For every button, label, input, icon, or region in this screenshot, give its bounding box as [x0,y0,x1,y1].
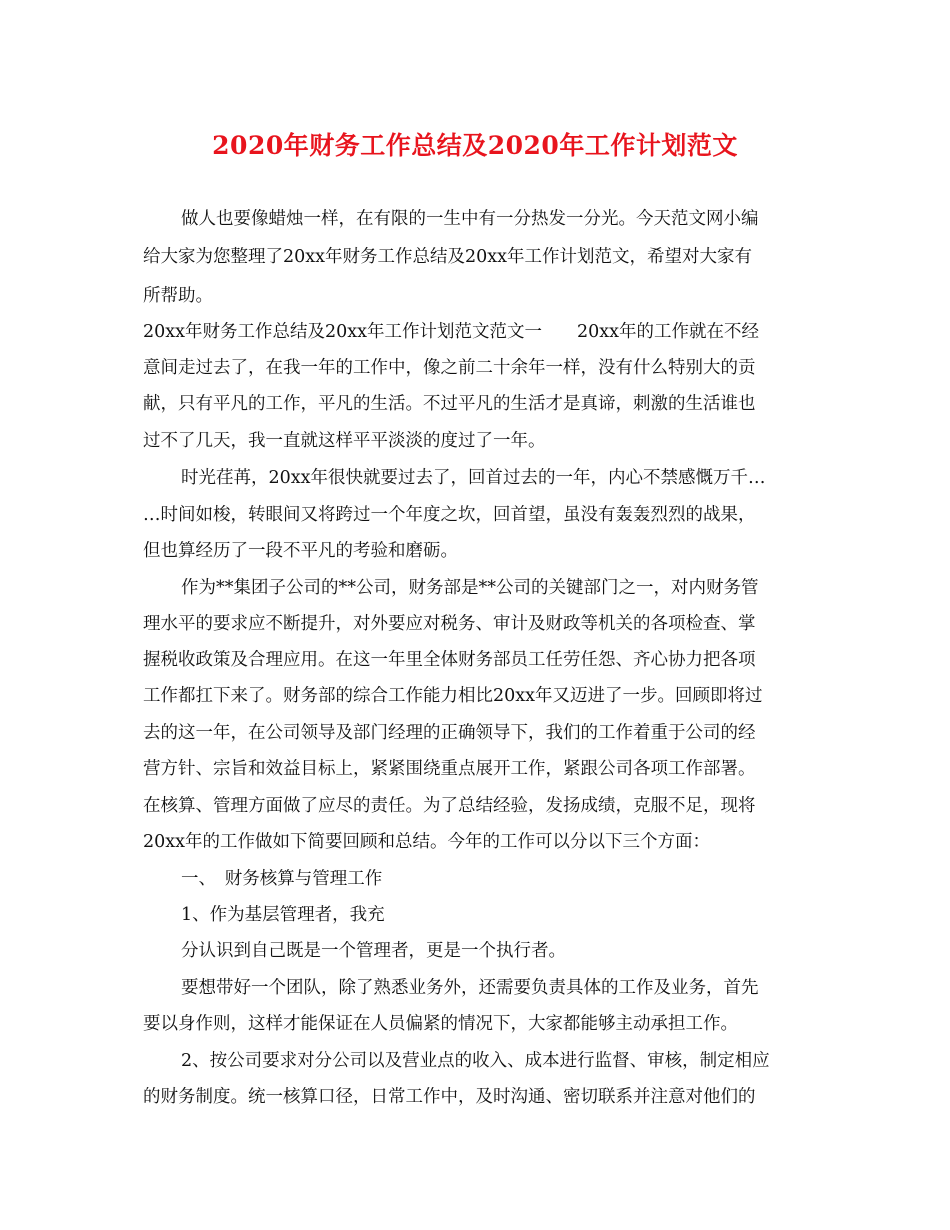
paragraph-line: 作为**集团子公司的**公司，财务部是**公司的关键部门之一，对内财务管 [181,578,759,598]
paragraph-line: 给大家为您整理了20xx年财务工作总结及20xx年工作计划范文，希望对大家有 [143,247,753,267]
paragraph-line: 在核算、管理方面做了应尽的责任。为了总结经验，发扬成绩，克服不足，现将 [143,796,756,816]
paragraph-line: 1、作为基层管理者，我充 [181,905,385,925]
paragraph-line: 意间走过去了，在我一年的工作中，像之前二十余年一样，没有什么特别大的贡 [143,358,756,378]
paragraph-line: 20xx年财务工作总结及20xx年工作计划范文范文一 20xx年的工作就在不经 [143,322,760,342]
paragraph-line: 分认识到自己既是一个管理者，更是一个执行者。 [181,941,566,961]
paragraph-line: …时间如梭，转眼间又将跨过一个年度之坎，回首望，虽没有轰轰烈烈的战果， [143,505,756,525]
paragraph-line: 去的这一年，在公司领导及部门经理的正确领导下，我们的工作着重于公司的经 [143,723,756,743]
paragraph-line: 20xx年的工作做如下简要回顾和总结。今年的工作可以分以下三个方面： [143,832,711,852]
paragraph-line: 的财务制度。统一核算口径，日常工作中，及时沟通、密切联系并注意对他们的 [143,1087,756,1107]
document-title: 2020年财务工作总结及2020年工作计划范文 [212,131,738,160]
paragraph-line: 但也算经历了一段不平凡的考验和磨砺。 [143,541,458,561]
paragraph-line: 时光荏苒，20xx年很快就要过去了，回首过去的一年，内心不禁感慨万千… [181,468,766,488]
paragraph-line: 2、按公司要求对分公司以及营业点的收入、成本进行监督、审核，制定相应 [181,1051,770,1071]
paragraph-line: 握税收政策及合理应用。在这一年里全体财务部员工任劳任怨、齐心协力把各项 [143,650,756,670]
paragraph-line: 做人也要像蜡烛一样，在有限的一生中有一分热发一分光。今天范文网小编 [181,209,759,229]
paragraph-line: 献，只有平凡的工作，平凡的生活。不过平凡的生活才是真谛，刺激的生活谁也 [143,394,756,414]
paragraph-line: 营方针、宗旨和效益目标上，紧紧围绕重点展开工作，紧跟公司各项工作部署。 [143,759,756,779]
paragraph-line: 过不了几天，我一直就这样平平淡淡的度过了一年。 [143,431,546,451]
paragraph-line: 理水平的要求应不断提升，对外要应对税务、审计及财政等机关的各项检查、掌 [143,614,756,634]
paragraph-line: 所帮助。 [143,286,213,306]
paragraph-line: 要以身作则，这样才能保证在人员偏紧的情况下，大家都能够主动承担工作。 [143,1014,738,1034]
paragraph-line: 工作都扛下来了。财务部的综合工作能力相比20xx年又迈进了一步。回顾即将过 [143,686,763,706]
paragraph-line: 要想带好一个团队，除了熟悉业务外，还需要负责具体的工作及业务，首先 [181,978,759,998]
section-heading: 一、 财务核算与管理工作 [181,869,383,889]
